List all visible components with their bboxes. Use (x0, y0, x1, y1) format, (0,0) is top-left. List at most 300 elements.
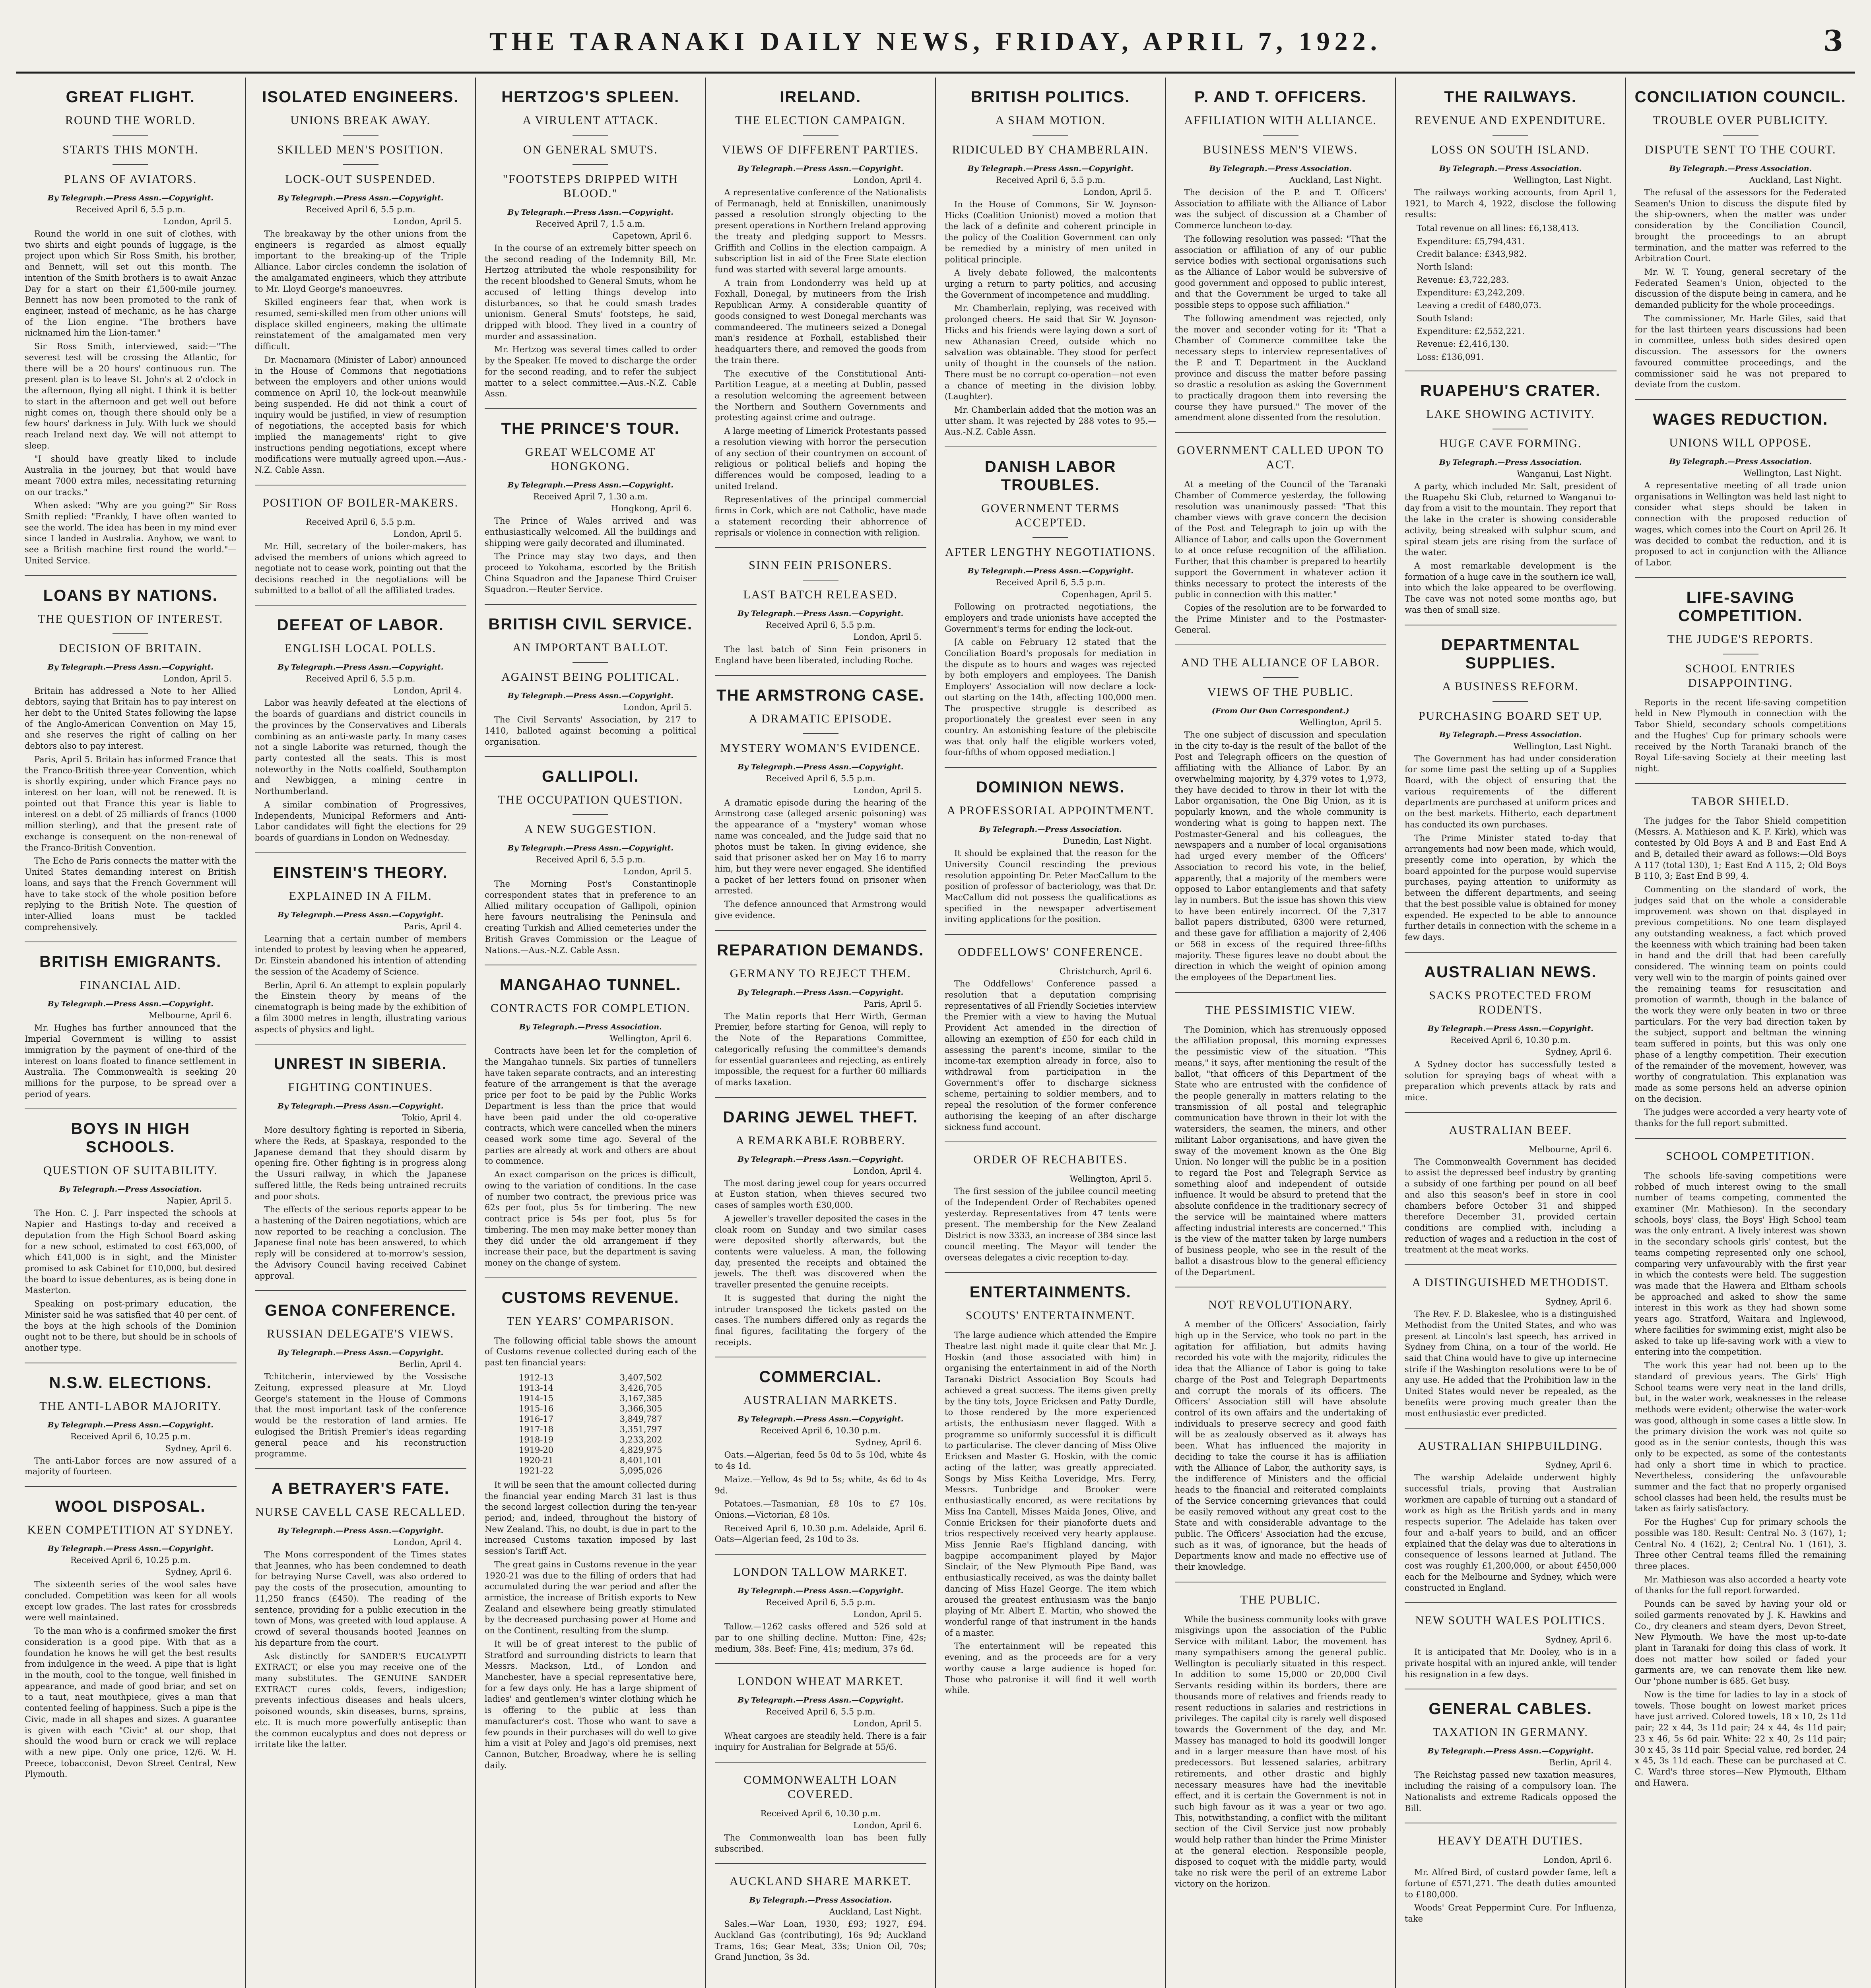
article-headline: COMMERCIAL. (759, 1368, 882, 1386)
article-paragraph: The last batch of Sinn Fein prisoners in England have been liberated, including Roche. (714, 645, 926, 665)
article-subhead: AUSTRALIAN BEEF. (1449, 1123, 1572, 1137)
table-year: 1917-18 (518, 1424, 554, 1434)
article (945, 945, 1157, 1142)
article-headline: GENERAL CABLES. (1428, 1700, 1593, 1718)
article-subhead: VIEWS OF THE PUBLIC. (1207, 685, 1354, 699)
table-year: 1920-21 (518, 1455, 554, 1465)
article-dateline: London, April 5. (163, 674, 232, 683)
article-byline: By Telegraph.—Press Association. (1669, 164, 1812, 173)
article-subhead: LONDON TALLOW MARKET. (733, 1565, 908, 1579)
article-dateline: Hongkong, April 6. (611, 504, 692, 514)
table-year: 1912-13 (518, 1373, 554, 1382)
article-paragraph: Oats.—Algerian, feed 5s 0d to 5s 10d, white 4s to 4s 1d. (714, 1450, 926, 1471)
article-subhead: VIEWS OF DIFFERENT PARTIES. (722, 143, 919, 156)
article (1405, 88, 1617, 371)
article-byline: By Telegraph.—Press Assn.—Copyright. (738, 1586, 904, 1596)
article-dateline: Auckland, Last Night. (829, 1907, 922, 1917)
article-dateline: Sydney, April 6. (1545, 1047, 1612, 1057)
article-paragraph: The decision of the P. and T. Officers' Association to affiliate with the Alliance of Labor was the subject of discussion at a Chamber of Commerce luncheon to-day. (1174, 188, 1386, 231)
table-value: 8,401,101 (619, 1455, 662, 1465)
article-subhead: CONTRACTS FOR COMPLETION. (490, 1002, 691, 1015)
article-paragraph: To the man who is a confirmed smoker the first consideration is a good pipe. With that as a foundation he knows he will get the best results from indulgence in the weed. A pipe that is light in the mouth, cool to the tongue, well finished in appearance, and made of good briar, and set on to a taut, neat mouthpiece, gives a man that contented feeling of happiness. Such a pipe is the Civic, made in all shapes and sizes. A guarantee is given with each "Civic" at our shop, that should the wood burn or crack we will replace with a new pipe. Only one price, 12/6. W. H. Preece, tobacconist, Devon Street Central, New Plymouth. (25, 1626, 237, 1779)
article-paragraph: It will be seen that the amount collected during the financial year ending March 31 last is thus the second largest collection during the ten-year period; and, indeed, throughout the history of New Zealand. This, no doubt, is due in part to the increased Customs taxation imposed by last session's Tariff Act. (485, 1480, 697, 1556)
article-byline: By Telegraph.—Press Assn.—Copyright. (47, 1000, 213, 1009)
article-subhead: TAXATION IN GERMANY. (1432, 1726, 1588, 1739)
article (25, 953, 237, 1109)
article-paragraph: The judges for the Tabor Shield competition (Messrs. A. Mathieson and K. F. Kirk), which was contested by Old Boys A and B and East End A and B, detailed their award as follows:—Old Boys A 117 (total 130), 1; East End A 115, 2; Old Boys B 110, 3; East End B 99, 4. (1634, 816, 1846, 881)
article-paragraph: Paris, April 5. Britain has informed France that the Franco-British three-year Convention, which is shortly expiring, under which France pays no interest on her loan, will not be renewed. It is pointed out that France this year is liable to interest on a debt of 25 milliards of francs (1000 million sterling), and that the present rate of exchange is consequent on the non-renewal of the Franco-British Convention. (25, 754, 237, 852)
article-dateline: London, April 5. (623, 703, 692, 712)
table-year: 1915-16 (518, 1404, 554, 1413)
article-dateline: Paris, April 4. (404, 921, 462, 931)
article-subhead: LAKE SHOWING ACTIVITY. (1405, 407, 1617, 429)
article (715, 1565, 927, 1664)
article-paragraph: The Government has had under consideration for some time past the setting up of a Supplies Board, with the object of ensuring that the various requirements of the different departments are purchased at uniform prices and on the best markets. Hitherto, each department has conducted its own purchases. (1405, 753, 1617, 829)
article-paragraph: Maize.—Yellow, 4s 9d to 5s; white, 4s 6d to 4s 9d. (714, 1474, 926, 1495)
article-subhead: UNIONS WILL OPPOSE. (1669, 436, 1812, 449)
article-dateline: London, April 4. (853, 175, 922, 185)
article (1405, 1123, 1617, 1265)
article-paragraph: Round the world in one suit of clothes, with two shirts and eight pounds of luggage, is the project upon which Sir Ross Smith, his brother, and Bennett, will set out this month. The intention of the Smith brothers is to await Anzac Day for a start on their £1,500-mile journey. Bennett has now been promoted to the rank of engineer, instead of mechanic, as he has charge of the Lion engine. "The brothers have nicknamed him the Lion-tamer." (25, 229, 237, 338)
article-subhead: THE ELECTION CAMPAIGN. (715, 113, 927, 136)
article-headline: GREAT FLIGHT. (66, 88, 195, 106)
article-paragraph: The Commonwealth loan has been fully subscribed. (714, 1833, 926, 1854)
article-headline: GALLIPOLI. (542, 768, 639, 786)
article-subhead: REVENUE AND EXPENDITURE. (1405, 113, 1617, 136)
article-paragraph: The following amendment was rejected, only the mover and seconder voting for it: "That a Chamber of Commerce committee take the necessary steps to interview representatives of the P. and T. Department in the Auckland province and discuss the matter before passing so drastic a resolution as asking the Government to practically dragoon them into reversing the course they have pursued." The mover of the amendment alone dissented from the resolution. (1174, 313, 1386, 423)
article-paragraph: The breakaway by the other unions from the engineers is regarded as almost equally important to the breaking-up of the Triple Alliance. Labor circles condemn the isolation of the amalgamated engineers, which they attribute to Mr. Lloyd George's manoeuvres. (254, 229, 466, 294)
masthead-title: THE TARANAKI DAILY NEWS, FRIDAY, APRIL 7, 1922. (489, 27, 1382, 56)
article-dateline: London, April 5. (853, 632, 922, 642)
article-subhead: HEAVY DEATH DUTIES. (1438, 1834, 1583, 1848)
article-headline: GENOA CONFERENCE. (265, 1302, 456, 1320)
article-paragraph: Reports in the recent life-saving competition held in New Plymouth in connection with the Tabor Shield, secondary schools competitions and the Hughes' Cup for primary schools were received by the North Taranaki branch of the Royal Life-saving Society at their meeting last night. (1634, 697, 1846, 773)
article-subhead: LONDON WHEAT MARKET. (738, 1675, 904, 1688)
article-dateline: London, April 4. (393, 686, 462, 696)
page-number: 3 (1823, 24, 1843, 58)
article-dateline: Melbourne, April 6. (149, 1011, 232, 1021)
article-dateline: Melbourne, April 6. (1529, 1144, 1612, 1154)
article-received: Received April 6, 5.5 p.m. (996, 175, 1106, 185)
table-row (516, 1424, 665, 1435)
article-subhead: THE PUBLIC. (1240, 1593, 1321, 1606)
article-byline: By Telegraph.—Press Assn.—Copyright. (278, 1348, 444, 1357)
article-received: Received April 7, 1.30 a.m. (533, 492, 648, 502)
article-paragraph: The executive of the Constitutional Anti-Partition League, at a meeting at Dublin, passed a resolution welcoming the agreement between the Northern and Southern Governments and protesting against crime and outrage. (714, 369, 926, 423)
article (485, 419, 697, 605)
article (1635, 588, 1847, 784)
article-paragraph: The Morning Post's Constantinople correspondent states that in preference to an Allied military occupation of Gallipoli, opinion here favours neutralising the Peninsula and creating Turkish and Allied cemeteries under the British Graves Commission or the League of Nations.—Aus.-N.Z. Cable Assn. (485, 879, 697, 955)
article-dateline: London, April 6. (1543, 1855, 1612, 1865)
article-paragraph: It is suggested that during the night the intruder transposed the tickets pasted on the cases. The numbers differed only as regards the final figures, facilitating the forgery of the receipts. (714, 1293, 926, 1347)
article (485, 767, 697, 965)
table-value: 3,366,305 (619, 1404, 662, 1413)
article-subhead: GOVERNMENT CALLED UPON TO ACT. (1177, 444, 1384, 472)
article-headline: THE PRINCE'S TOUR. (501, 420, 680, 438)
article-subhead: LOSS ON SOUTH ISLAND. (1431, 143, 1590, 156)
article-received: Received April 6, 5.5 p.m. (765, 620, 875, 630)
article-byline: By Telegraph.—Press Assn.—Copyright. (967, 164, 1133, 173)
article-paragraph: Wheat cargoes are steadily held. There is a fair inquiry for Australian for Belgrade at 55/6. (714, 1731, 926, 1752)
article (1175, 656, 1387, 993)
article (945, 1153, 1157, 1273)
account-figure: Credit balance: £343,982. (1417, 249, 1527, 259)
article-headline: MANGAHAO TUNNEL. (500, 976, 681, 994)
article-headline: LIFE-SAVING COMPETITION. (1678, 588, 1803, 625)
article-paragraph: A train from Londonderry was held up at Foxhall, Donegal, by mutineers from the Irish Republican Army. A considerable quantity of goods consigned to west Donegal merchants was commandeered. The mutineers seized a Donegal man's residence at Foxhall, established their headquarters there, and removed the goods from the train there. (714, 278, 926, 365)
article-subhead: DECISION OF BRITAIN. (59, 641, 202, 655)
article-subhead: ODDFELLOWS' CONFERENCE. (958, 945, 1143, 959)
article-subhead: STARTS THIS MONTH. (25, 143, 237, 165)
article-dateline: Christchurch, April 6. (1059, 967, 1152, 977)
account-figure: Loss: £136,091. (1417, 352, 1484, 362)
column-1 (16, 78, 246, 1988)
article-paragraph: It should be explained that the reason for the University Council rescinding the previous resolution appointing Dr. Peter MacCallum to the position of professor of bacteriology, was that Dr. MacCallum did not possess the qualifications as specified in the newspaper advertisement inviting applications for the position. (945, 848, 1157, 924)
article-paragraph: For the Hughes' Cup for primary schools the possible was 180. Result: Central No. 3 (167), 1; Central No. 4 (162), 2; Central No. 1 (161), 3. Three other Central teams filled the remaining three places. (1634, 1517, 1846, 1571)
article-headline: BOYS IN HIGH SCHOOLS. (71, 1120, 190, 1156)
article-subhead: NURSE CAVELL CASE RECALLED. (255, 1505, 466, 1519)
article (715, 686, 927, 931)
article-dateline: Dunedin, Last Night. (1063, 836, 1152, 846)
article-paragraph: It is anticipated that Mr. Dooley, who is in a private hospital with an injured ankle, will tender his resignation in a few days. (1405, 1647, 1617, 1679)
article (715, 1674, 927, 1762)
article-byline: By Telegraph.—Press Association. (749, 1896, 892, 1905)
article (255, 88, 467, 485)
table-row (516, 1455, 665, 1466)
article (1405, 1613, 1617, 1689)
article-headline: DOMINION NEWS. (976, 779, 1125, 796)
article-dateline: Sydney, April 6. (165, 1567, 232, 1577)
article-headline: REPARATION DEMANDS. (717, 941, 924, 959)
article-byline: By Telegraph.—Press Assn.—Copyright. (278, 1102, 444, 1111)
table-value: 3,167,385 (619, 1393, 662, 1403)
article-dateline: Auckland, Last Night. (1289, 175, 1382, 185)
article (1405, 1700, 1617, 1823)
article-headline: ENTERTAINMENTS. (969, 1283, 1132, 1301)
article-paragraph: The refusal of the assessors for the Federated Seamen's Union to discuss the dispute filed by the ship-owners, when the matter was under consideration by the Conciliation Council, brought the proceedings to an abrupt termination, and the matter was referred to the Arbitration Court. (1634, 188, 1846, 264)
article-received: Received April 6, 10.25 p.m. (70, 1555, 191, 1565)
article-byline: By Telegraph.—Press Assn.—Copyright. (47, 194, 213, 202)
table-value: 3,407,502 (619, 1373, 662, 1382)
article-headline: BRITISH CIVIL SERVICE. (488, 615, 693, 633)
article-subhead: QUESTION OF SUITABILITY. (43, 1164, 218, 1177)
article-paragraph: The Rev. F. D. Blakeslee, who is a distinguished Methodist from the United States, and who was present at Lincoln's last speech, has arrived in Sydney from China, on a tour of the world. He said that China would have to give up internecine strife if the Washington resolutions were to be of any use. He added that the Prohibition law in the United States would never be repealed, as the benefits were proving much greater than the most enthusiastic ever predicted. (1405, 1309, 1617, 1418)
article-byline: By Telegraph.—Press Assn.—Copyright. (738, 609, 904, 618)
article-subhead: AUSTRALIAN MARKETS. (743, 1394, 898, 1407)
article-paragraph: Now is the time for ladies to lay in a stock of towels. Those bought on lowest market prices have just arrived. Colored towels, 18 x 10, 2s 11d pair; 22 x 44, 3s 11d pair; 24 x 44, 4s 11d pair; 23 x 46, 5s 6d pair. White: 22 x 40, 2s 11d pair; 30 x 45, 3s 11d pair. Special value, red border, 24 x 45, 3s 11d each. These can be purchased at C. C. Ward's three stores—New Plymouth, Eltham and Hawera. (1634, 1689, 1846, 1788)
article-paragraph: Learning that a certain number of members intended to protest by leaving when he appeared, Dr. Einstein abandoned his intention of attending the session of the Academy of Science. (254, 934, 466, 977)
article-paragraph: The large audience which attended the Empire Theatre last night made it quite clear that Mr. J. Hoskin (and those associated with him) in organising the entertainment in aid of the North Taranaki District Association Boy Scouts had achieved a great success. The items given pretty by the tiny tots, Joyce Ericksen and Patty Durdle, to those rendered by the more experienced artists, the enthusiasm never flagged. With a programme so uniformly successful it is difficult to particularise. The clever dancing of Miss Olive Ericksen and Master G. Hoskin, with the comic acting of the latter, was greatly appreciated. Songs by Miss Keitha Loveridge, Mrs. Ferry, Messrs. Tunbridge and Brooker were enthusiastically encored, as were recitations by Miss Ina Cantell, Misses Maida Jones, Olive, and Connie Ericksen for their pianoforte duets and trios respectively received very hearty applause. Miss Jennie Rae's Highland dancing, with bagpipe accompaniment played by Major Sinclair, of the New Plymouth Pipe Band, was enthusiastically received, as was the dainty ballet dancing of Miss Hazel George. The item which aroused the greatest enthusiasm was the banjo playing of Mr. Albert E. Martin, who showed the wonderful range of that instrument in the hands of a master. (945, 1330, 1157, 1638)
article-dateline: Wellington, Last Night. (1513, 741, 1612, 751)
article-paragraph: A similar combination of Progressives, Independents, Municipal Reformers and Anti-Labor candidates will fight the elections for 29 boards of guardians in London on Wednesday. (254, 800, 466, 843)
article-headline: BRITISH EMIGRANTS. (39, 953, 222, 971)
article-dateline: London, April 4. (393, 1538, 462, 1547)
article-dateline: Wellington, Last Night. (1513, 175, 1612, 185)
article-subhead: GOVERNMENT TERMS ACCEPTED. (945, 501, 1157, 538)
article-subhead: COMMONWEALTH LOAN COVERED. (743, 1773, 898, 1801)
article-byline: By Telegraph.—Press Association. (1669, 457, 1812, 466)
article-dateline: Napier, April 5. (167, 1196, 232, 1206)
table-value: 3,351,797 (619, 1424, 662, 1434)
article-subhead: SKILLED MEN'S POSITION. (255, 143, 467, 165)
article-byline: By Telegraph.—Press Association. (979, 825, 1122, 834)
article-byline: By Telegraph.—Press Assn.—Copyright. (47, 662, 213, 672)
account-figure: Expenditure: £3,242,209. (1417, 287, 1525, 297)
article-paragraph: The great gains in Customs revenue in the year 1920-21 was due to the filling of orders that had accumulated during the war period and after the armistice, the increase of British exports to New Zealand and elsewhere being greatly stimulated by the decreased purchasing power at Home and on the Continent, resulting from the slump. (485, 1559, 697, 1636)
article-subhead: FIGHTING CONTINUES. (288, 1081, 433, 1094)
article-paragraph: In the House of Commons, Sir W. Joynson-Hicks (Coalition Unionist) moved a motion that the lack of a definite and coherent principle in the policy of the Coalition Government can only be remedied by a ministry of men united in political principle. (945, 200, 1157, 264)
article-paragraph: Woods' Great Peppermint Cure. For Influenza, take (1405, 1903, 1617, 1924)
article-byline: By Telegraph.—Press Assn.—Copyright. (47, 1544, 213, 1553)
account-figure: Revenue: £3,722,283. (1417, 275, 1509, 285)
article-paragraph: When asked: "Why are you going?" Sir Ross Smith replied: "Frankly, I have often wanted to see the world. The idea has been in my mind ever since I landed in Australia. Anyhow, we want to see a British machine first round the world."—United Service. (25, 501, 237, 565)
article-subhead: SCHOOL ENTRIES DISAPPOINTING. (1685, 662, 1796, 689)
table-row (516, 1466, 665, 1476)
article-paragraph: The Echo de Paris connects the matter with the United States demanding interest on British loans, and says that the French Government will have to take stock of the whole position before replying to the British Note. The question of inter-Allied loans must be tackled comprehensively. (25, 856, 237, 932)
article-paragraph: More desultory fighting is reported in Siberia, where the Reds, at Spaskaya, responded to the Japanese demand that they should disarm by opening fire. Other fighting is in progress along the Ussuri railway, in which the Japanese suffered little, the Reds being untrained recruits and poor shots. (254, 1125, 466, 1201)
article-subhead: AFTER LENGTHY NEGOTIATIONS. (945, 546, 1156, 559)
table-year: 1916-17 (518, 1414, 554, 1424)
article-paragraph: Britain has addressed a Note to her Allied debtors, saying that Britain has to pay interest on her debt to the United States following the lapse of the Anglo-American Convention on May 15, and she reserves the right of calling on her debtors also to pay interest. (25, 686, 237, 751)
article-received: Received April 6, 10.30 p.m. (760, 1808, 881, 1818)
article-paragraph: A Sydney doctor has successfully tested a solution for spraying bags of wheat with a preparation which prevents attack by rats and mice. (1405, 1059, 1617, 1102)
article-paragraph: Berlin, April 6. An attempt to explain popularly the Einstein theory by means of the cinematograph is being made by the exhibition of a film 3000 metres in length, illustrating various aspects of physics and light. (254, 980, 466, 1034)
article-subhead: HUGE CAVE FORMING. (1439, 437, 1582, 450)
article-paragraph: Following on protracted negotiations, the employers and trade unionists have accepted the Government's terms for ending the lock-out. (945, 602, 1157, 634)
column-5 (936, 78, 1166, 1988)
article-byline: By Telegraph.—Press Assn.—Copyright. (507, 208, 673, 217)
article-dateline: London, April 5. (393, 529, 462, 539)
article-received: Received April 7, 1.5 a.m. (536, 219, 645, 229)
article-paragraph: Tallow.—1262 casks offered and 526 sold at par to one shilling decline. Mutton: Fine, 42s; medium, 38s. Beef: Fine, 41s; medium, 37s 6d. (714, 1622, 926, 1654)
account-figure: Expenditure: £2,552,221. (1417, 326, 1525, 336)
article (715, 941, 927, 1098)
article-received: Received April 6, 10.25 p.m. (70, 1431, 191, 1441)
article-subhead: SCOUTS' ENTERTAINMENT. (966, 1309, 1135, 1322)
article-dateline: London, April 4. (853, 1166, 922, 1176)
article-byline: By Telegraph.—Press Assn.—Copyright. (738, 1155, 904, 1164)
article-byline: By Telegraph.—Press Assn.—Copyright. (278, 194, 444, 202)
article-paragraph: The Reichstag passed new taxation measures, including the raising of a compulsory loan. The Nationalists and extreme Radicals opposed the Bill. (1405, 1770, 1617, 1813)
article-subhead: SCHOOL COMPETITION. (1666, 1149, 1815, 1163)
article-subhead: ENGLISH LOCAL POLLS. (285, 642, 437, 655)
article-paragraph: The Hon. C. J. Parr inspected the schools at Napier and Hastings to-day and received a deputation from the High School Board asking for a new school, estimated to cost £63,000, of which £41,000 is in sight, and the Minister promised to ask Cabinet for £10,000, but desired the board to issue debentures, as is being done in Masterton. (25, 1208, 237, 1295)
article-paragraph: The Oddfellows' Conference passed a resolution that a deputation comprising representatives of all Friendly Societies interview the Premier with a view to having the Mutual Provident Act amended in the direction of allowing an exemption of £50 for each child in assessing the parent's income, similar to the income-tax exemption already in force, also to withdrawal from participation in the Government's offer to discharge sickness scheme, pertaining to soldier members, and to repeal the resolution of the former conference authorising the keeping of an after discharge sickness fund account. (945, 979, 1157, 1132)
article-subhead: SINN FEIN PRISONERS. (715, 558, 927, 580)
article-subhead: UNIONS BREAK AWAY. (255, 113, 467, 136)
article (1405, 382, 1617, 625)
article-subhead: AUSTRALIAN SHIPBUILDING. (1418, 1439, 1603, 1453)
article-headline: AUSTRALIAN NEWS. (1424, 963, 1597, 981)
article-subhead: RIDICULED BY CHAMBERLAIN. (952, 143, 1149, 156)
article (1405, 1276, 1617, 1429)
article-paragraph: A large meeting of Limerick Protestants passed a resolution viewing with horror the persecution of any section of their countrymen on account of religious or political beliefs and hoping the differences would be composed, leading to a united Ireland. (714, 426, 926, 491)
article (255, 496, 467, 606)
article (945, 1283, 1157, 1705)
article-byline: By Telegraph.—Press Assn.—Copyright. (507, 844, 673, 853)
article-paragraph: While the business community looks with grave misgivings upon the association of the Public Service with militant Labor, the movement has many sympathisers among the general public. Wellington is peculiarly situated in this respect. In addition to some 15,000 or 20,000 Civil Servants residing within its borders, there are thousands more of relatives and friends ready to resent reductions in salaries and restrictions in privileges. The capital city is rarely well disposed towards the Government of the day, and Mr. Massey has managed to hold its goodwill longer and in a larger measure than have most of his predecessors. But lessened salaries, arbitrary retirements, and other drastic and highly necessary measures have had the inevitable effect, and it is certain the Government is not in such high favour as it was a year or two ago. This, notwithstanding, a conflict with the militant section of the Civil Service just now probably would help rather than hinder the Prime Minister at the general election. Responsible people, disposed to coquet with the middle party, would take no risk were the peril of an extreme Labor victory on the horizon. (1174, 1614, 1386, 1889)
article-paragraph: Mr. Hughes has further announced that the Imperial Government is willing to assist immigration by the payment of one-third of the interest on loans floated to finance settlement in Australia. The Commonwealth is seeking 20 millions for the purpose, to be spread over a period of years. (25, 1023, 237, 1099)
column-7 (1396, 78, 1626, 1988)
account-figure: Revenue: £2,416,130. (1417, 339, 1509, 349)
column-3 (476, 78, 706, 1988)
article-dateline: Sydney, April 6. (1545, 1635, 1612, 1645)
account-figure: Leaving a credit of £480,073. (1417, 301, 1541, 311)
article-subhead: POSITION OF BOILER-MAKERS. (262, 496, 459, 509)
article-subhead: TROUBLE OVER PUBLICITY. (1635, 113, 1847, 136)
article-subhead: AND THE ALLIANCE OF LABOR. (1175, 656, 1387, 678)
article-headline: WAGES REDUCTION. (1653, 410, 1828, 428)
article-subhead: A BUSINESS REFORM. (1405, 679, 1617, 702)
article-dateline: Berlin, April 4. (399, 1359, 462, 1369)
column-2 (246, 78, 476, 1988)
article (255, 1301, 467, 1469)
article-subhead: ON GENERAL SMUTS. (485, 143, 697, 165)
table-value: 3,849,787 (619, 1414, 662, 1424)
article-subhead: GREAT WELCOME AT HONGKONG. (525, 445, 656, 473)
article (1635, 794, 1847, 1139)
article-headline: DEFEAT OF LABOR. (277, 616, 444, 634)
article-paragraph: It will be of great interest to the public of Stratford and surrounding districts to learn that Messrs. Mackson, Ltd., of London and Manchester, have a special representative here, for a few days only. He has a large shipment of ladies' and gentlemen's winter clothing which he is offering to the public at less than manufacturer's cost. Those who want to save a few pounds in their purchases will do well to give him a visit at Poley and Jago's old premises, next Cannon, Butcher, Broadway, where he is selling daily. (485, 1639, 697, 1770)
article-subhead: LAST BATCH RELEASED. (743, 588, 898, 602)
article-paragraph: The effects of the serious reports appear to be a hastening of the Dairen negotiations, which are now reported to be reaching a conclusion. The Japanese final note has been answered, to which reply will be considered at to-morrow's session, the Advisory Council having received Cabinet approval. (254, 1205, 466, 1281)
article-byline: By Telegraph.—Press Association. (1439, 730, 1582, 739)
column-6 (1166, 78, 1396, 1988)
table-row (516, 1414, 665, 1424)
article (1405, 1439, 1617, 1603)
article (1175, 88, 1387, 433)
article-subhead: AN IMPORTANT BALLOT. (485, 641, 697, 663)
article-headline: WOOL DISPOSAL. (55, 1498, 206, 1516)
article (1175, 1003, 1387, 1288)
article (715, 558, 927, 676)
article-subhead: THE QUESTION OF INTEREST. (25, 612, 237, 634)
article-received: Received April 6, 5.5 p.m. (305, 517, 415, 527)
article (945, 778, 1157, 935)
article (1175, 443, 1387, 645)
article-paragraph: The anti-Labor forces are now assured of a majority of fourteen. (25, 1456, 237, 1477)
article-byline: By Telegraph.—Press Assn.—Copyright. (738, 988, 904, 997)
article-headline: RUAPEHU'S CRATER. (1420, 382, 1601, 400)
article-headline: LOANS BY NATIONS. (43, 586, 218, 604)
article-paragraph: A lively debate followed, the malcontents urging a return to party politics, and accusing the Government of incompetence and muddling. (945, 268, 1157, 300)
table-year: 1914-15 (518, 1393, 554, 1403)
article-paragraph: The Mons correspondent of the Times states that Jeannes, who has been condemned to death for betraying Nurse Cavell, was also ordered to pay the costs of the prosecution, amounting to 11,250 francs (£450). The reading of the sentence, providing for a public execution in the town of Mons, was greeted with loud applause. A crowd of several thousands hooted Jeannes on his departure from the court. (254, 1550, 466, 1648)
article-dateline: London, April 5. (623, 867, 692, 877)
article-byline: By Telegraph.—Press Assn.—Copyright. (507, 481, 673, 490)
account-figure: Total revenue on all lines: £6,138,413. (1417, 223, 1579, 233)
article-paragraph: A member of the Officers' Association, fairly high up in the Service, who took no part in the agitation for affiliation, but admits having recorded his vote with the majority, ridicules the idea that the Alliance of Labor is going to take charge of the Post and Telegraph Departments and corrupt the morals of its officers. The Officers' Association still will have absolute control of its own affairs and the undertaking of individuals to preserve secrecy and good faith will be as zealously observed as it always has been. What has influenced the majority in deciding to take the course it has is affiliation with the Alliance of Labor, the authority says, is the indifference of Ministers and the official heads to the financial and reiterated complaints of the Service concerning grievances that could be easily removed without any great cost to the State and with considerable advantage to the public. The Officers' Association had the excuse, such as it was, of ignorance, but the heads of Departments know and made no effective use of their knowledge. (1174, 1320, 1386, 1572)
article-subhead: NEW SOUTH WALES POLITICS. (1415, 1614, 1606, 1627)
article (1405, 963, 1617, 1113)
article-headline: THE ARMSTRONG CASE. (716, 686, 925, 704)
article (1635, 88, 1847, 400)
article (1405, 1834, 1617, 1934)
article-dateline: Capetown, April 6. (612, 231, 692, 241)
column-8 (1626, 78, 1855, 1988)
article-byline: By Telegraph.—Press Assn.—Copyright. (47, 1420, 213, 1429)
table-value: 3,426,705 (619, 1383, 662, 1393)
article-paragraph: The Prince may stay two days, and then proceed to Yokohama, escorted by the British China Squadron and the Japanese Third Cruiser Squadron.—Reuter Service. (485, 551, 697, 594)
article-dateline: Auckland, Last Night. (1749, 175, 1842, 185)
article-subhead: SACKS PROTECTED FROM RODENTS. (1429, 988, 1592, 1016)
article-headline: THE RAILWAYS. (1444, 88, 1577, 106)
article-paragraph: A representative meeting of all trade union organisations in Wellington was held last night to consider what steps should be taken in connection with the proposed reduction of wages, which comes into the Court on April 26. It was decided to combat the reduction, and it is proposed to act in conjunction with the Alliance of Labor. (1634, 480, 1846, 567)
article-paragraph: The following official table shows the amount of Customs revenue collected during each of the past ten financial years: (485, 1336, 697, 1368)
article-subhead: THE PESSIMISTIC VIEW. (1205, 1003, 1356, 1017)
article-byline: By Telegraph.—Press Assn.—Copyright. (507, 691, 673, 701)
article-byline: By Telegraph.—Press Assn.—Copyright. (278, 1526, 444, 1536)
article-received: Received April 6, 5.5 p.m. (76, 205, 186, 214)
article-dateline: Berlin, April 4. (1549, 1758, 1612, 1768)
revenue-table (516, 1373, 665, 1476)
article (255, 1479, 467, 1759)
article-subhead: A REMARKABLE ROBBERY. (736, 1134, 906, 1147)
table-row (516, 1383, 665, 1393)
article-paragraph: The first session of the jubilee council meeting of the Independent Order of Rechabites opened yesterday. Representatives from 47 tents were present. The membership for the New Zealand District is now 3333, an increase of 384 since last council meeting. The Mayor will tender the overseas delegates a civic reception to-day. (945, 1186, 1157, 1262)
article-subhead: TABOR SHIELD. (1691, 794, 1790, 808)
article-dateline: Wellington, April 5. (1299, 718, 1382, 728)
article-subhead: PLANS OF AVIATORS. (64, 173, 197, 186)
article-paragraph: At a meeting of the Council of the Taranaki Chamber of Commerce yesterday, the following resolution was unanimously passed: "That this chamber views with grave concern the decision of the Post and Telegraph to join up with the Alliance of Labor, and calls upon the Government to at once refuse recognition of the affiliation. Further, that this chamber is prepared to heartily support the Government in whatever action it thinks necessary to protect the interests of the public in connection with this matter." (1174, 480, 1386, 600)
article-received: Received April 6, 5.5 p.m. (305, 205, 415, 214)
table-row (516, 1393, 665, 1404)
article-dateline: London, April 5. (393, 217, 462, 226)
article-byline: By Telegraph.—Press Assn.—Copyright. (967, 567, 1133, 576)
article-paragraph: The sixteenth series of the wool sales have concluded. Competition was keen for all wools except low grades. The last rates for crossbreds were well maintained. (25, 1580, 237, 1623)
article-dateline: Wellington, Last Night. (1743, 468, 1842, 478)
article-paragraph: "I should have greatly liked to include Australia in the journey, but that would have meant 7000 extra miles, necessitating returning on our tracks." (25, 454, 237, 497)
article-dateline: Paris, April 5. (864, 999, 922, 1009)
article (25, 1120, 237, 1363)
article (1405, 636, 1617, 953)
article-subhead: ROUND THE WORLD. (25, 113, 237, 136)
article (485, 615, 697, 757)
article-headline: A BETRAYER'S FATE. (271, 1480, 450, 1498)
article-dateline: Wellington, April 6. (609, 1034, 692, 1044)
article (1635, 410, 1847, 578)
article-dateline: Sydney, April 6. (1545, 1460, 1612, 1470)
article-headline: BRITISH POLITICS. (970, 88, 1130, 106)
article-received: Received April 6, 5.5 p.m. (536, 855, 646, 865)
article-headline: CUSTOMS REVENUE. (501, 1289, 679, 1307)
article-paragraph: The Prime Minister stated to-day that arrangements had now been made, which would, presently come into operation, by which the board appointed for the purpose would supervise purchases, paying attention to uniformity as between the different departments, and seeing that the best possible value is obtained for money expended. He expected to be able to announce further details in connection with the scheme in a few days. (1405, 833, 1617, 942)
article (25, 88, 237, 576)
article-received: Received April 6, 10.30 p.m. (760, 1426, 881, 1436)
article-subhead: EXPLAINED IN A FILM. (289, 889, 432, 903)
article-paragraph: The Matin reports that Herr Wirth, German Premier, before starting for Genoa, will reply to the Note of the Reparations Committee, categorically refusing the committee's demands for essential guarantees and rejecting, as entirely impossible, the request for a further 60 milliards of marks taxation. (714, 1011, 926, 1087)
article-subhead: THE JUDGE'S REPORTS. (1635, 632, 1847, 654)
article-paragraph: Skilled engineers fear that, when work is resumed, semi-skilled men from other unions will displace skilled engineers, making the ultimate reinstatement of the amalgamated men very difficult. (254, 297, 466, 351)
article-dateline: Copenhagen, April 5. (1062, 590, 1152, 600)
table-year: 1921-22 (518, 1466, 554, 1475)
article-byline: (From Our Own Correspondent.) (1211, 707, 1349, 716)
article-subhead: A PROFESSORIAL APPOINTMENT. (947, 804, 1155, 817)
table-row (516, 1445, 665, 1455)
article (945, 458, 1157, 768)
table-row (516, 1435, 665, 1445)
article-received: Received April 6, 5.5 p.m. (765, 1707, 875, 1717)
article-dateline: London, April 5. (853, 785, 922, 795)
article-subhead: AFFILIATION WITH ALLIANCE. (1175, 113, 1387, 136)
article (1635, 1149, 1847, 1798)
article-byline: By Telegraph.—Press Assn.—Copyright. (738, 1415, 904, 1424)
article-paragraph: Mr. W. T. Young, general secretary of the Federated Seamen's Union, objected to the discussion of the dispute being in camera, and he demanded publicity for the whole proceedings. (1634, 267, 1846, 310)
article-paragraph: Speaking on post-primary education, the Minister said he was satisfied that 40 per cent. of the boys at the high schools of the Dominion ought not to be there, but should be in schools of another type. (25, 1299, 237, 1353)
article-paragraph: The warship Adelaide underwent highly successful trials, proving that Australian workmen are capable of turning out a standard of work as high as the British yards and in many respects superior. The Adelaide has taken over four and a-half years to build, and an officer explained that the delay was due to alterations in consequence of lessons learned at Jutland. The cost was roughly £1,200,000, or about £450,000 each for the Melbourne and Sydney, which were constructed in England. (1405, 1473, 1617, 1593)
article-paragraph: The Civil Servants' Association, by 217 to 1410, balloted against becoming a political organisation. (485, 715, 697, 747)
article-paragraph: Mr. Hertzog was several times called to order by the Speaker. He moved to discharge the order for the second reading, and to refer the subject matter to a select committee.—Aus.-N.Z. Cable Assn. (485, 345, 697, 399)
